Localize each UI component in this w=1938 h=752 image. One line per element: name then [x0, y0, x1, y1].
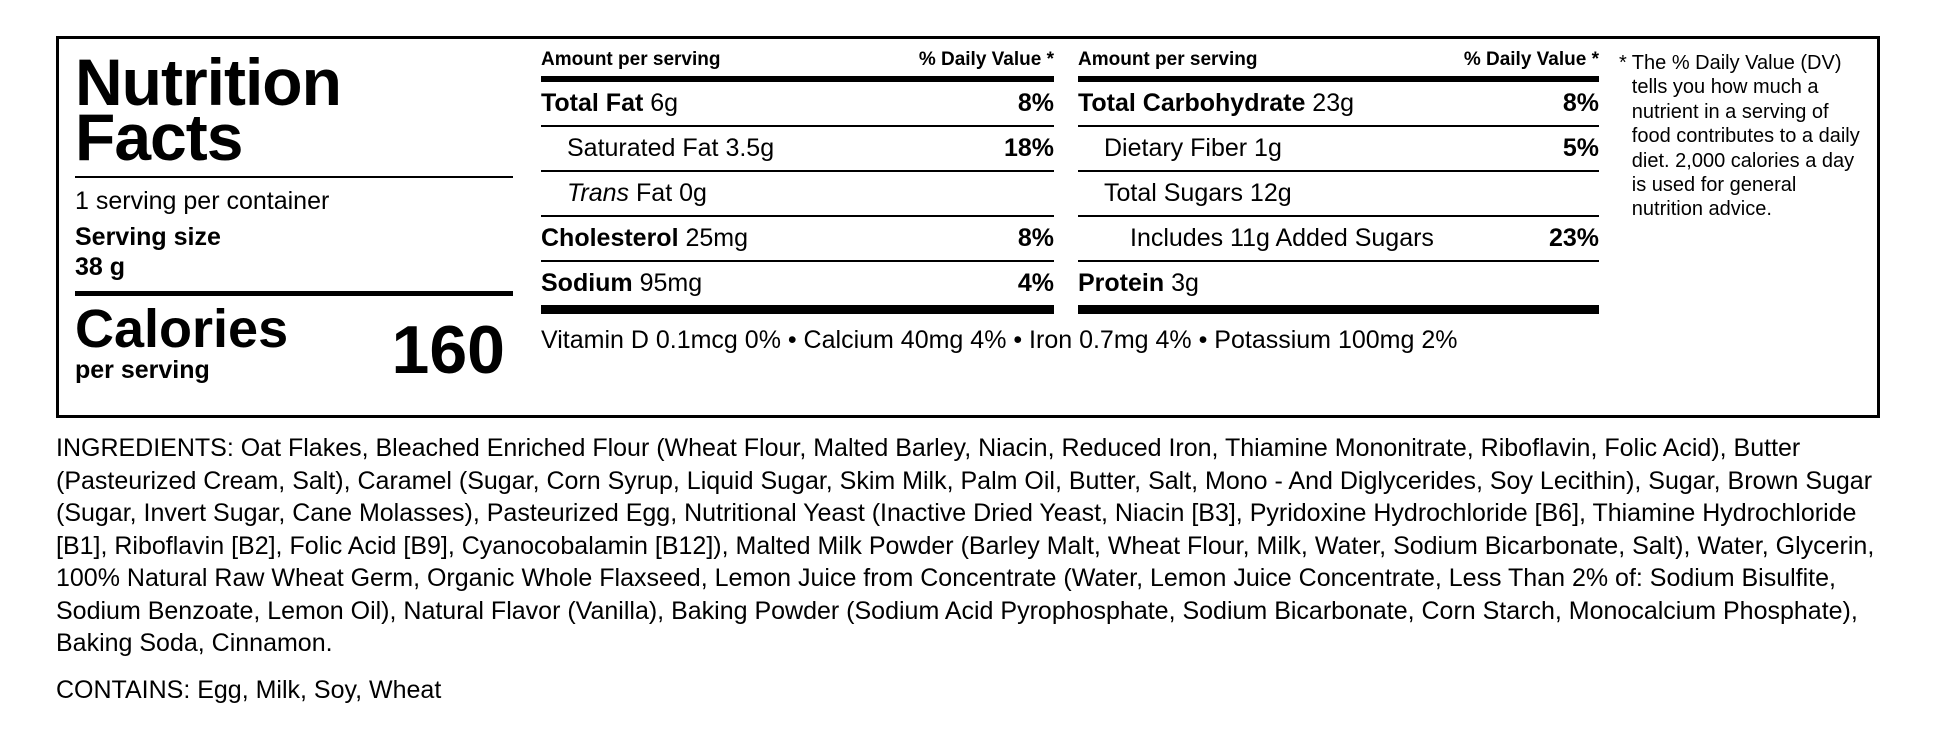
nutrient-name — [541, 269, 702, 298]
nutrient-name — [1104, 134, 1282, 163]
serving-size — [75, 222, 513, 283]
title-line-2: Facts — [75, 100, 243, 175]
nutrient-amount: 25mg — [685, 224, 749, 252]
nutrient-label: Total Fat — [541, 89, 644, 117]
nutrient-daily-value: 8% — [1017, 89, 1054, 117]
nutrient-amount: 12g — [1249, 179, 1292, 207]
table-row — [541, 172, 1054, 215]
nutrient-amount: 3.5g — [725, 134, 775, 162]
table-row — [541, 262, 1054, 305]
nutrient-amount: 95mg — [639, 269, 703, 297]
title-line-1: Nutrition — [75, 45, 341, 119]
nutrient-daily-value: 23% — [1548, 224, 1599, 252]
column-2-header — [1078, 49, 1599, 76]
nutrient-name — [541, 224, 748, 253]
daily-value-header-2: % Daily Value * — [1463, 49, 1599, 70]
table-row — [541, 127, 1054, 170]
calories-label: Calories — [75, 298, 289, 359]
nutrient-daily-value: 8% — [1562, 89, 1599, 117]
nutrient-name — [1078, 269, 1199, 298]
serving-size-label: Serving size — [75, 222, 221, 251]
table-row — [1078, 82, 1599, 125]
vitamins-line: Vitamin D 0.1mcg 0% • Calcium 40mg 4% • Iron 0.7mg 4% • Potassium 100mg 2% — [541, 326, 1458, 354]
table-row — [541, 217, 1054, 260]
nutrient-name — [1104, 179, 1292, 208]
divider-col2-bottom — [1078, 305, 1599, 314]
column-1-header — [541, 49, 1054, 76]
serving-size-value: 38 g — [75, 253, 126, 282]
amount-per-serving-header-2: Amount per serving — [1078, 49, 1258, 70]
calories-row — [75, 298, 513, 389]
footnote-asterisk: * — [1619, 52, 1627, 74]
calories-per-serving-label: per serving — [75, 355, 210, 384]
nutrient-label: Total Sugars — [1104, 179, 1243, 207]
table-row — [1078, 127, 1599, 170]
nutrition-summary-column — [59, 39, 529, 415]
amount-per-serving-header-1: Amount per serving — [541, 49, 721, 70]
divider-under-title — [75, 176, 513, 178]
nutrient-label: Includes 11g Added Sugars — [1130, 224, 1434, 252]
daily-value-footnote — [1611, 39, 1877, 415]
ingredients-text: INGREDIENTS: Oat Flakes, Bleached Enriched Flour (Wheat Flour, Malted Barley, Niacin, Reduced Iron, Thiamine Mononitrate, Riboflavin, Folic Acid), Butter (Pasteurized Cream, Salt), Caramel (Sugar, Corn Syrup, Liquid Sugar, Skim Milk, Palm Oil, Butter, Salt, Mono - And Diglycerides, Soy Lecithin), Sugar, Brown Sugar (Sugar, Invert Sugar, Cane Molasses), Pasteurized Egg, Nutritional Yeast (Inactive Dried Yeast, Niacin [B3], Pyridoxine Hydrochloride [B6], Thiamine Hydrochloride [B1], Riboflavin [B2], Folic Acid [B9], Cyanocobalamin [B12]), Malted Milk Powder (Barley Malt, Wheat Flour, Milk, Water, Sodium Bicarbonate, Salt), Water, Glycerin, 100% Natural Raw Wheat Germ, Organic Whole Flaxseed, Lemon Juice from Concentrate (Water, Lemon Juice Concentrate, Less Than 2% of: Sodium Bisulfite, Sodium Benzoate, Lemon Oil), Natural Flavor (Vanilla), Baking Powder (Sodium Acid Pyrophosphate, Sodium Bicarbonate, Corn Starch, Monocalcium Phosphate), Baking Soda, Cinnamon. — [56, 434, 1875, 657]
nutrient-name — [567, 179, 707, 208]
nutrient-daily-value: 5% — [1562, 134, 1599, 162]
nutrient-label: Dietary Fiber — [1104, 134, 1248, 162]
contains-allergens-text: CONTAINS: Egg, Milk, Soy, Wheat — [56, 676, 442, 704]
table-row — [1078, 262, 1599, 305]
table-row — [1078, 172, 1599, 215]
table-row — [1078, 217, 1599, 260]
nutrient-name — [567, 134, 774, 163]
nutrient-label: Trans — [567, 179, 630, 207]
nutrient-amount: 3g — [1171, 269, 1199, 297]
nutrition-facts-panel — [56, 36, 1880, 418]
nutrient-label: Protein — [1078, 269, 1165, 297]
footnote-text: The % Daily Value (DV) tells you how much a nutrient in a serving of food contributes to a daily diet. 2,000 calories a day is used for general nutrition advice. — [1631, 52, 1860, 221]
nutrient-amount: 23g — [1312, 89, 1355, 117]
nutrient-label: Sodium — [541, 269, 633, 297]
nutrient-name — [1130, 224, 1434, 253]
table-row — [541, 82, 1054, 125]
nutrient-label: Saturated Fat — [567, 134, 719, 162]
page-title — [75, 45, 513, 175]
divider-above-calories — [75, 291, 513, 296]
daily-value-header-1: % Daily Value * — [918, 49, 1054, 70]
nutrient-amount: 1g — [1254, 134, 1282, 162]
nutrient-amount: Fat 0g — [636, 179, 707, 207]
nutrient-daily-value: 4% — [1017, 269, 1054, 297]
nutrient-name — [1078, 89, 1354, 118]
nutrient-column-2 — [1066, 39, 1611, 415]
servings-per-container: 1 serving per container — [75, 186, 330, 215]
calories-value: 160 — [391, 312, 505, 389]
nutrient-label: Total Carbohydrate — [1078, 89, 1306, 117]
divider-col1-bottom — [541, 305, 1054, 314]
nutrient-daily-value: 8% — [1017, 224, 1054, 252]
nutrient-label: Cholesterol — [541, 224, 679, 252]
nutrient-name — [541, 89, 678, 118]
nutrient-amount: 6g — [650, 89, 679, 117]
nutrient-daily-value: 18% — [1003, 134, 1054, 162]
